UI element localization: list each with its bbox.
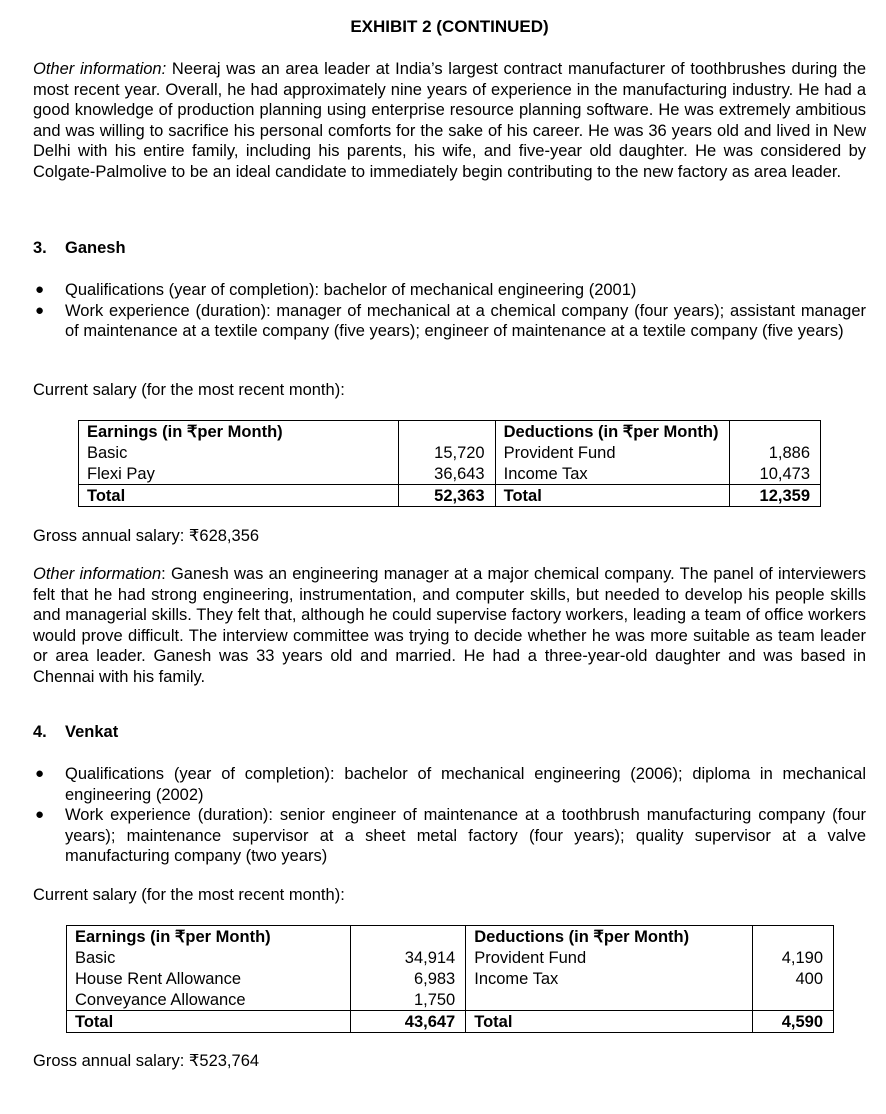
bullet-icon: ● xyxy=(35,301,45,319)
venkat-gross-salary: Gross annual salary: ₹523,764 xyxy=(33,1052,260,1070)
ganesh-qualifications: ● Qualifications (year of completion): bachelor of mechanical engineering (2001) xyxy=(35,281,637,299)
table-total-row: Total 52,363 Total 12,359 xyxy=(79,485,821,507)
table-row: Conveyance Allowance 1,750 xyxy=(67,989,834,1011)
ganesh-salary-heading: Current salary (for the most recent month): xyxy=(33,381,345,399)
exhibit-title: EXHIBIT 2 (CONTINUED) xyxy=(350,17,549,36)
venkat-heading xyxy=(33,723,118,742)
bullet-icon: ● xyxy=(35,281,45,298)
table-total-row: Total 43,647 Total 4,590 xyxy=(67,1011,834,1033)
venkat-work-experience: ● Work experience (duration): senior engineer of maintenance at a toothbrush manufacturing company (four years); maintenance supervisor at a sheet metal factory (four years); quality supervisor at a valve manufacturing company (two years) xyxy=(35,806,866,866)
table-row: Basic 15,720 Provident Fund 1,886 xyxy=(79,442,821,463)
ganesh-salary-table xyxy=(78,420,821,507)
ganesh-work-experience: ● Work experience (duration): manager of mechanical at a chemical company (four years); assistant manager of maintenance at a textile company (five years); engineer of maintenance at a textile company (five years) xyxy=(35,301,866,341)
venkat-name: Venkat xyxy=(65,723,119,741)
venkat-salary-table xyxy=(66,925,834,1033)
bullet-icon: ● xyxy=(35,765,45,782)
table-row xyxy=(67,926,834,948)
neeraj-other-label: Other information: xyxy=(33,60,167,78)
venkat-salary-heading: Current salary (for the most recent month): xyxy=(33,886,345,904)
ganesh-other-label: Other information xyxy=(33,565,162,583)
table-row xyxy=(79,421,821,443)
earnings-header: Earnings (in ₹per Month) xyxy=(79,421,399,443)
deductions-header: Deductions (in ₹per Month) xyxy=(466,926,753,948)
deductions-header: Deductions (in ₹per Month) xyxy=(495,421,729,443)
ganesh-name: Ganesh xyxy=(65,239,126,257)
ganesh-gross-salary: Gross annual salary: ₹628,356 xyxy=(33,527,260,545)
venkat-bullets xyxy=(33,764,866,867)
table-row: House Rent Allowance 6,983 Income Tax 400 xyxy=(67,968,834,989)
bullet-icon: ● xyxy=(35,806,45,824)
venkat-qualifications: ● Qualifications (year of completion): bachelor of mechanical engineering (2006); diploma in mechanical engineering (2002) xyxy=(35,765,866,804)
table-row: Flexi Pay 36,643 Income Tax 10,473 xyxy=(79,463,821,485)
ganesh-number: 3. xyxy=(33,239,47,257)
neeraj-other-text: Neeraj was an area leader at India’s largest contract manufacturer of toothbrushes during the most recent year. Overall, he had approximately nine years of experience in the manufacturing industry. He had a good knowledge of production planning using enterprise resource planning software. He was extremely ambitious and was willing to sacrifice his personal comforts for the sake of his career. He was 36 years old and lived in New Delhi with his entire family, including his parents, his wife, and five-year old daughter. He was considered by Colgate-Palmolive to be an ideal candidate to immediately begin contributing to the new factory as area leader. xyxy=(33,60,867,181)
earnings-header: Earnings (in ₹per Month) xyxy=(67,926,351,948)
venkat-number: 4. xyxy=(33,723,47,741)
ganesh-other-text: : Ganesh was an engineering manager at a major chemical company. The panel of interviewers felt that he had strong engineering, instrumentation, and computer skills, but needed to develop his people skills and managerial skills. They felt that, although he could supervise factory workers, leading a team of office workers would prove difficult. The interview committee was trying to decide whether he was more suitable as team leader or area leader. Ganesh was 33 years old and married. He had a three-year-old daughter and was based in Chennai with his family. xyxy=(33,565,866,686)
ganesh-bullets xyxy=(33,280,866,342)
ganesh-other-info xyxy=(33,564,866,688)
table-row: Basic 34,914 Provident Fund 4,190 xyxy=(67,947,834,968)
neeraj-other-info xyxy=(33,59,866,183)
ganesh-heading xyxy=(33,239,126,258)
